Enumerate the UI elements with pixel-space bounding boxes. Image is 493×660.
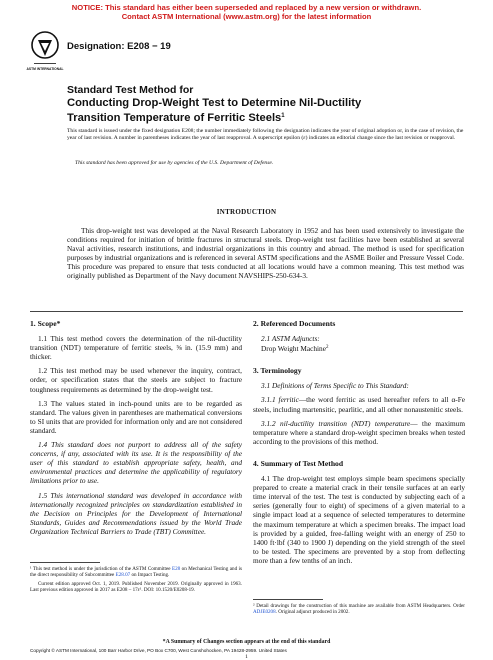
- scope-heading: 1. Scope*: [30, 319, 61, 328]
- footnote-2: ² Detail drawings for the construction of this machine are available from ASTM Headquarters. Order ADJE0208. Original adjunct produced in 2002.: [253, 603, 465, 616]
- paragraph-2-1: 2.1 ASTM Adjuncts:: [261, 334, 320, 344]
- title-line-3: Transition Temperature of Ferritic Steels: [67, 112, 282, 124]
- right-column: [253, 319, 465, 570]
- paragraph-1-3: 1.3 The values stated in inch-pound units are to be regarded as standard. The values given in parentheses are mathematical conversions to SI units that are provided for information only and are not considered standard.: [30, 398, 242, 435]
- term-ndt-temperature: 3.1.2 nil-ductility transition (NDT) temperature: [261, 418, 411, 428]
- terminology-heading: 3. Terminology: [253, 366, 302, 376]
- notice-line-2: Contact ASTM International (www.astm.org) for the latest information: [121, 12, 372, 21]
- section-divider: [30, 311, 463, 312]
- paragraph-1-5: 1.5 This international standard was developed in accordance with internationally recognized principles on standardization established in the Decision on Principles for the Development of International Standards, Guides and Recommendations issued by the World Trade Organization Technical Barriers to Trade (TBT) Committee.: [30, 490, 242, 536]
- document-title: [67, 84, 467, 125]
- left-column: [30, 319, 242, 541]
- standard-issuance-note: This standard is issued under the fixed designation E208; the number immediately following the designation indicates the year of original adoption or, in the case of revision, the year of last revision. A number in parentheses indicates the year of last reapproval. A superscript epsilon (ε) indicates an editorial change since the last revision or reapproval.: [67, 128, 464, 141]
- introduction-heading: INTRODUCTION: [216, 208, 277, 216]
- astm-logo-icon: [26, 30, 64, 74]
- footnote-1-edition: Current edition approved Oct. 1, 2019. Published November 2019. Originally approved in 1963. Last previous edition approved in 2017 as E208 – 17ε¹. DOI: 10.1520/E0208-19.: [30, 580, 242, 593]
- referenced-documents-heading: 2. Referenced Documents: [253, 319, 336, 328]
- superseded-notice: [0, 3, 493, 21]
- committee-link[interactable]: E28: [171, 566, 181, 572]
- dod-approval-note: This standard has been approved for use by agencies of the U.S. Department of Defense.: [75, 160, 274, 166]
- notice-line-1: NOTICE: This standard has either been superseded and replaced by a new version or withdrawn.: [71, 3, 422, 12]
- paragraph-4-1: 4.1 The drop-weight test employs simple beam specimens specially prepared to create a material crack in their tensile surfaces at an early time interval of the test. The test is conducted by subjecting each of a series (generally four to eight) of specimens of a given material to a single impact load at a sequence of selected temperatures to determine the maximum temperature at which a specimen breaks. The impact load is provided by a guided, free-falling weight with an energy of 250 to 1400 ft·lbf (340 to 1900 J) depending on the yield strength of the steel to be tested. The specimens are prevented by a stop from deflecting more than a few tenths of an inch.: [253, 474, 465, 565]
- footnote-1: ¹ This test method is under the jurisdiction of the ASTM Committee E28 on Mechanical Testing and is the direct responsibility of Subcommittee E28.07 on Impact Testing. Current edition approved Oct. 1, 2019. Published November 2019. Originally approved in 1963. Last previous edition approved in 2017 as E208 – 17ε¹. DOI: 10.1520/E0208-19.: [30, 566, 242, 593]
- designation: Designation: E208 − 19: [67, 41, 171, 52]
- summary-of-changes-note: *A Summary of Changes section appears at the end of this standard: [162, 639, 331, 645]
- logo-text: ASTM INTERNATIONAL: [26, 67, 64, 71]
- paragraph-1-2: 1.2 This test method may be used whenever the inquiry, contract, order, or specification states that the steels are subject to fracture toughness requirements as determined by the drop-weight test.: [30, 366, 242, 394]
- subcommittee-link[interactable]: E28.07: [115, 572, 131, 579]
- page-number: 1: [245, 654, 248, 660]
- paragraph-1-1: 1.1 This test method covers the determination of the nil-ductility transition (NDT) temperature of ferritic steels, ⅝ in. (15.9 mm) and thicker.: [30, 334, 242, 362]
- paragraph-3-1: 3.1 Definitions of Terms Specific to This Standard:: [261, 381, 409, 391]
- definition-ndt-temperature: — the maximum temperature where a standard drop-weight specimen breaks when tested according to the provisions of this method.: [253, 418, 466, 446]
- definition-ferritic: —the word ferritic as used hereafter refers to all α-Fe steels, including martensitic, pearlitic, and all other nonaustenitic steels.: [253, 395, 465, 414]
- adjunct-link[interactable]: ADJE0208: [253, 609, 276, 616]
- title-line-2: Conducting Drop-Weight Test to Determine Nil-Ductility: [67, 97, 362, 109]
- footnote-rule-left: [30, 562, 100, 563]
- introduction-text: This drop-weight test was developed at the Naval Research Laboratory in 1952 and has been used extensively to investigate the conditions required for initiation of brittle fractures in structural steels. Drop-weight test facilities have been established at several Naval activities, research institutions, and industrial organizations in this country and abroad. The method is used for specification purposes by industrial organizations and is referenced in several ASTM specifications and the ASME Boiler and Pressure Vessel Code. This procedure was prepared to ensure that tests conducted at all locations would have a common meaning. This test method was originally published as Department of the Navy document NAVSHIPS-250-634-3.: [67, 226, 464, 281]
- adjunct-footnote-mark: 2: [325, 345, 329, 351]
- title-line-1: Standard Test Method for: [67, 84, 194, 96]
- copyright: Copyright © ASTM International, 100 Barr Harbor Drive, PO Box C700, West Conshohocken, PA 19428-2959. United States: [30, 648, 287, 653]
- paragraph-1-4: 1.4 This standard does not purport to address all of the safety concerns, if any, associated with its use. It is the responsibility of the user of this standard to establish appropriate safety, health, and environmental practices and determine the applicability of regulatory limitations prior to use.: [30, 440, 242, 486]
- title-footnote-mark: 1: [281, 113, 285, 119]
- summary-heading: 4. Summary of Test Method: [253, 458, 344, 468]
- footnote-rule-right: [253, 599, 323, 600]
- term-ferritic: 3.1.1 ferritic: [261, 395, 299, 405]
- adjunct-item: Drop Weight Machine: [261, 344, 326, 354]
